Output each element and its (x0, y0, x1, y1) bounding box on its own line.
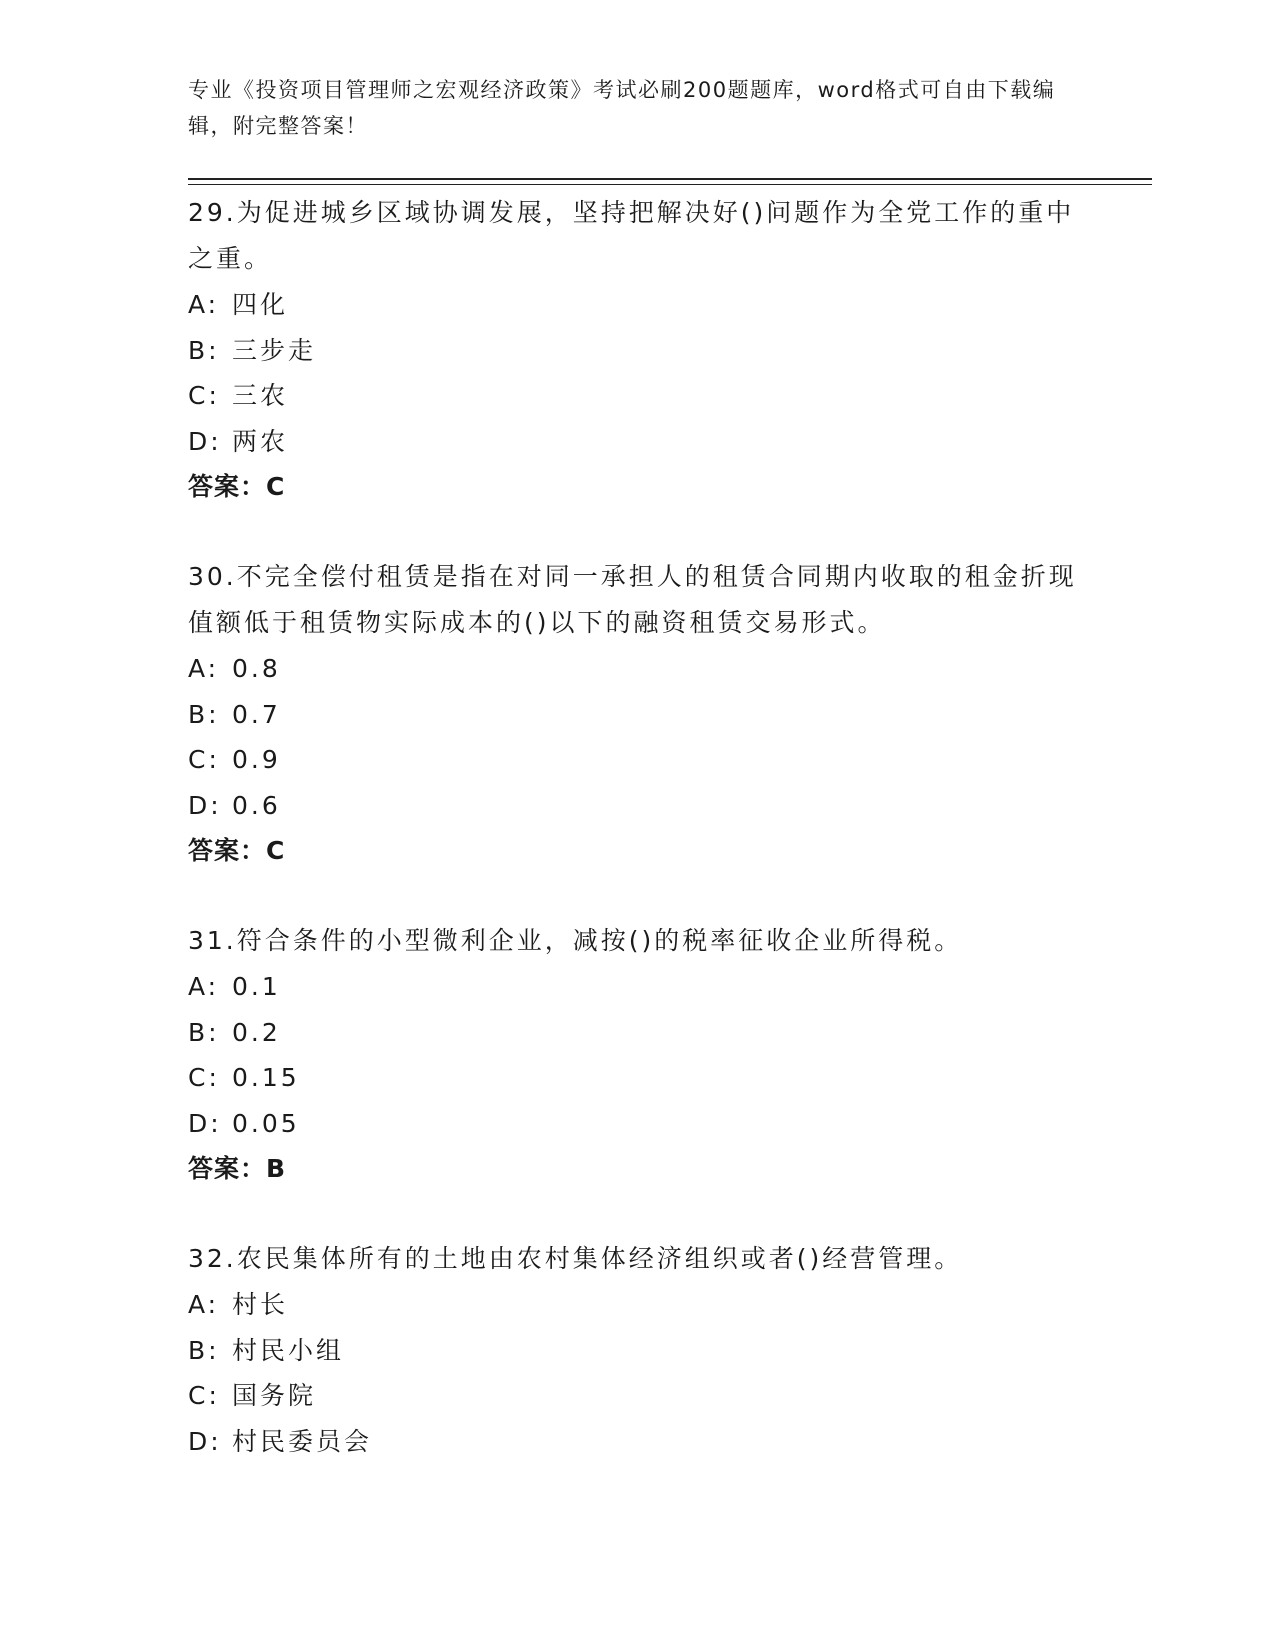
option-letter: A: (188, 654, 220, 683)
question-stem: 30.不完全偿付租赁是指在对同一承担人的租赁合同期内收取的租金折现值额低于租赁物实际成本的()以下的融资租赁交易形式。 (188, 562, 1077, 637)
option-text: 三步走 (232, 335, 317, 365)
question-list (188, 190, 1088, 1508)
option-d (188, 1101, 1088, 1147)
option-text: 0.8 (232, 654, 281, 683)
option-b (188, 1010, 1088, 1056)
option-letter: B: (188, 335, 220, 365)
option-c (188, 1373, 1088, 1419)
option-text: 四化 (232, 290, 289, 319)
option-c (188, 1055, 1088, 1101)
option-letter: C: (188, 745, 220, 774)
option-b (188, 1328, 1088, 1374)
option-text: 0.05 (232, 1108, 300, 1138)
question-31 (188, 918, 1088, 1192)
answer-line: 答案：B (188, 1154, 287, 1183)
option-d (188, 783, 1088, 829)
option-b (188, 328, 1088, 374)
option-letter: D: (188, 426, 222, 456)
option-letter: B: (188, 699, 220, 729)
answer-line: 答案：C (188, 836, 286, 865)
option-letter: A: (188, 972, 220, 1001)
question-stem: 31.符合条件的小型微利企业，减按()的税率征收企业所得税。 (188, 926, 963, 955)
question-32 (188, 1236, 1088, 1464)
option-c (188, 737, 1088, 783)
option-letter: D: (188, 1108, 222, 1138)
option-a (188, 1282, 1088, 1328)
option-text: 0.9 (232, 745, 281, 774)
option-a (188, 964, 1088, 1010)
option-a (188, 646, 1088, 692)
option-d (188, 1419, 1088, 1465)
option-letter: A: (188, 290, 220, 319)
question-29 (188, 190, 1088, 510)
option-text: 0.7 (232, 699, 281, 729)
option-a (188, 282, 1088, 328)
option-text: 0.2 (232, 1017, 281, 1047)
option-text: 国务院 (232, 1381, 317, 1410)
option-letter: D: (188, 1426, 222, 1456)
option-text: 村民委员会 (232, 1426, 373, 1456)
option-letter: C: (188, 1381, 220, 1410)
option-letter: C: (188, 381, 220, 410)
option-text: 0.6 (232, 790, 281, 820)
option-letter: B: (188, 1335, 220, 1365)
option-text: 三农 (232, 381, 289, 410)
option-letter: C: (188, 1063, 220, 1092)
option-text: 0.1 (232, 972, 281, 1001)
option-letter: A: (188, 1290, 220, 1319)
option-text: 村民小组 (232, 1335, 345, 1365)
option-text: 两农 (232, 426, 289, 456)
header-divider (188, 178, 1152, 180)
option-c (188, 373, 1088, 419)
option-letter: D: (188, 790, 222, 820)
option-text: 村长 (232, 1290, 289, 1319)
question-30 (188, 554, 1088, 874)
question-stem: 29.为促进城乡区域协调发展，坚持把解决好()问题作为全党工作的重中之重。 (188, 198, 1075, 273)
option-b (188, 692, 1088, 738)
answer-line: 答案：C (188, 472, 286, 501)
option-text: 0.15 (232, 1063, 300, 1092)
question-stem: 32.农民集体所有的土地由农村集体经济组织或者()经营管理。 (188, 1244, 963, 1273)
option-letter: B: (188, 1017, 220, 1047)
document-header: 专业《投资项目管理师之宏观经济政策》考试必刷200题题库，word格式可自由下载编辑，附完整答案！ (188, 78, 1056, 138)
option-d (188, 419, 1088, 465)
header-divider-thin (188, 184, 1152, 185)
